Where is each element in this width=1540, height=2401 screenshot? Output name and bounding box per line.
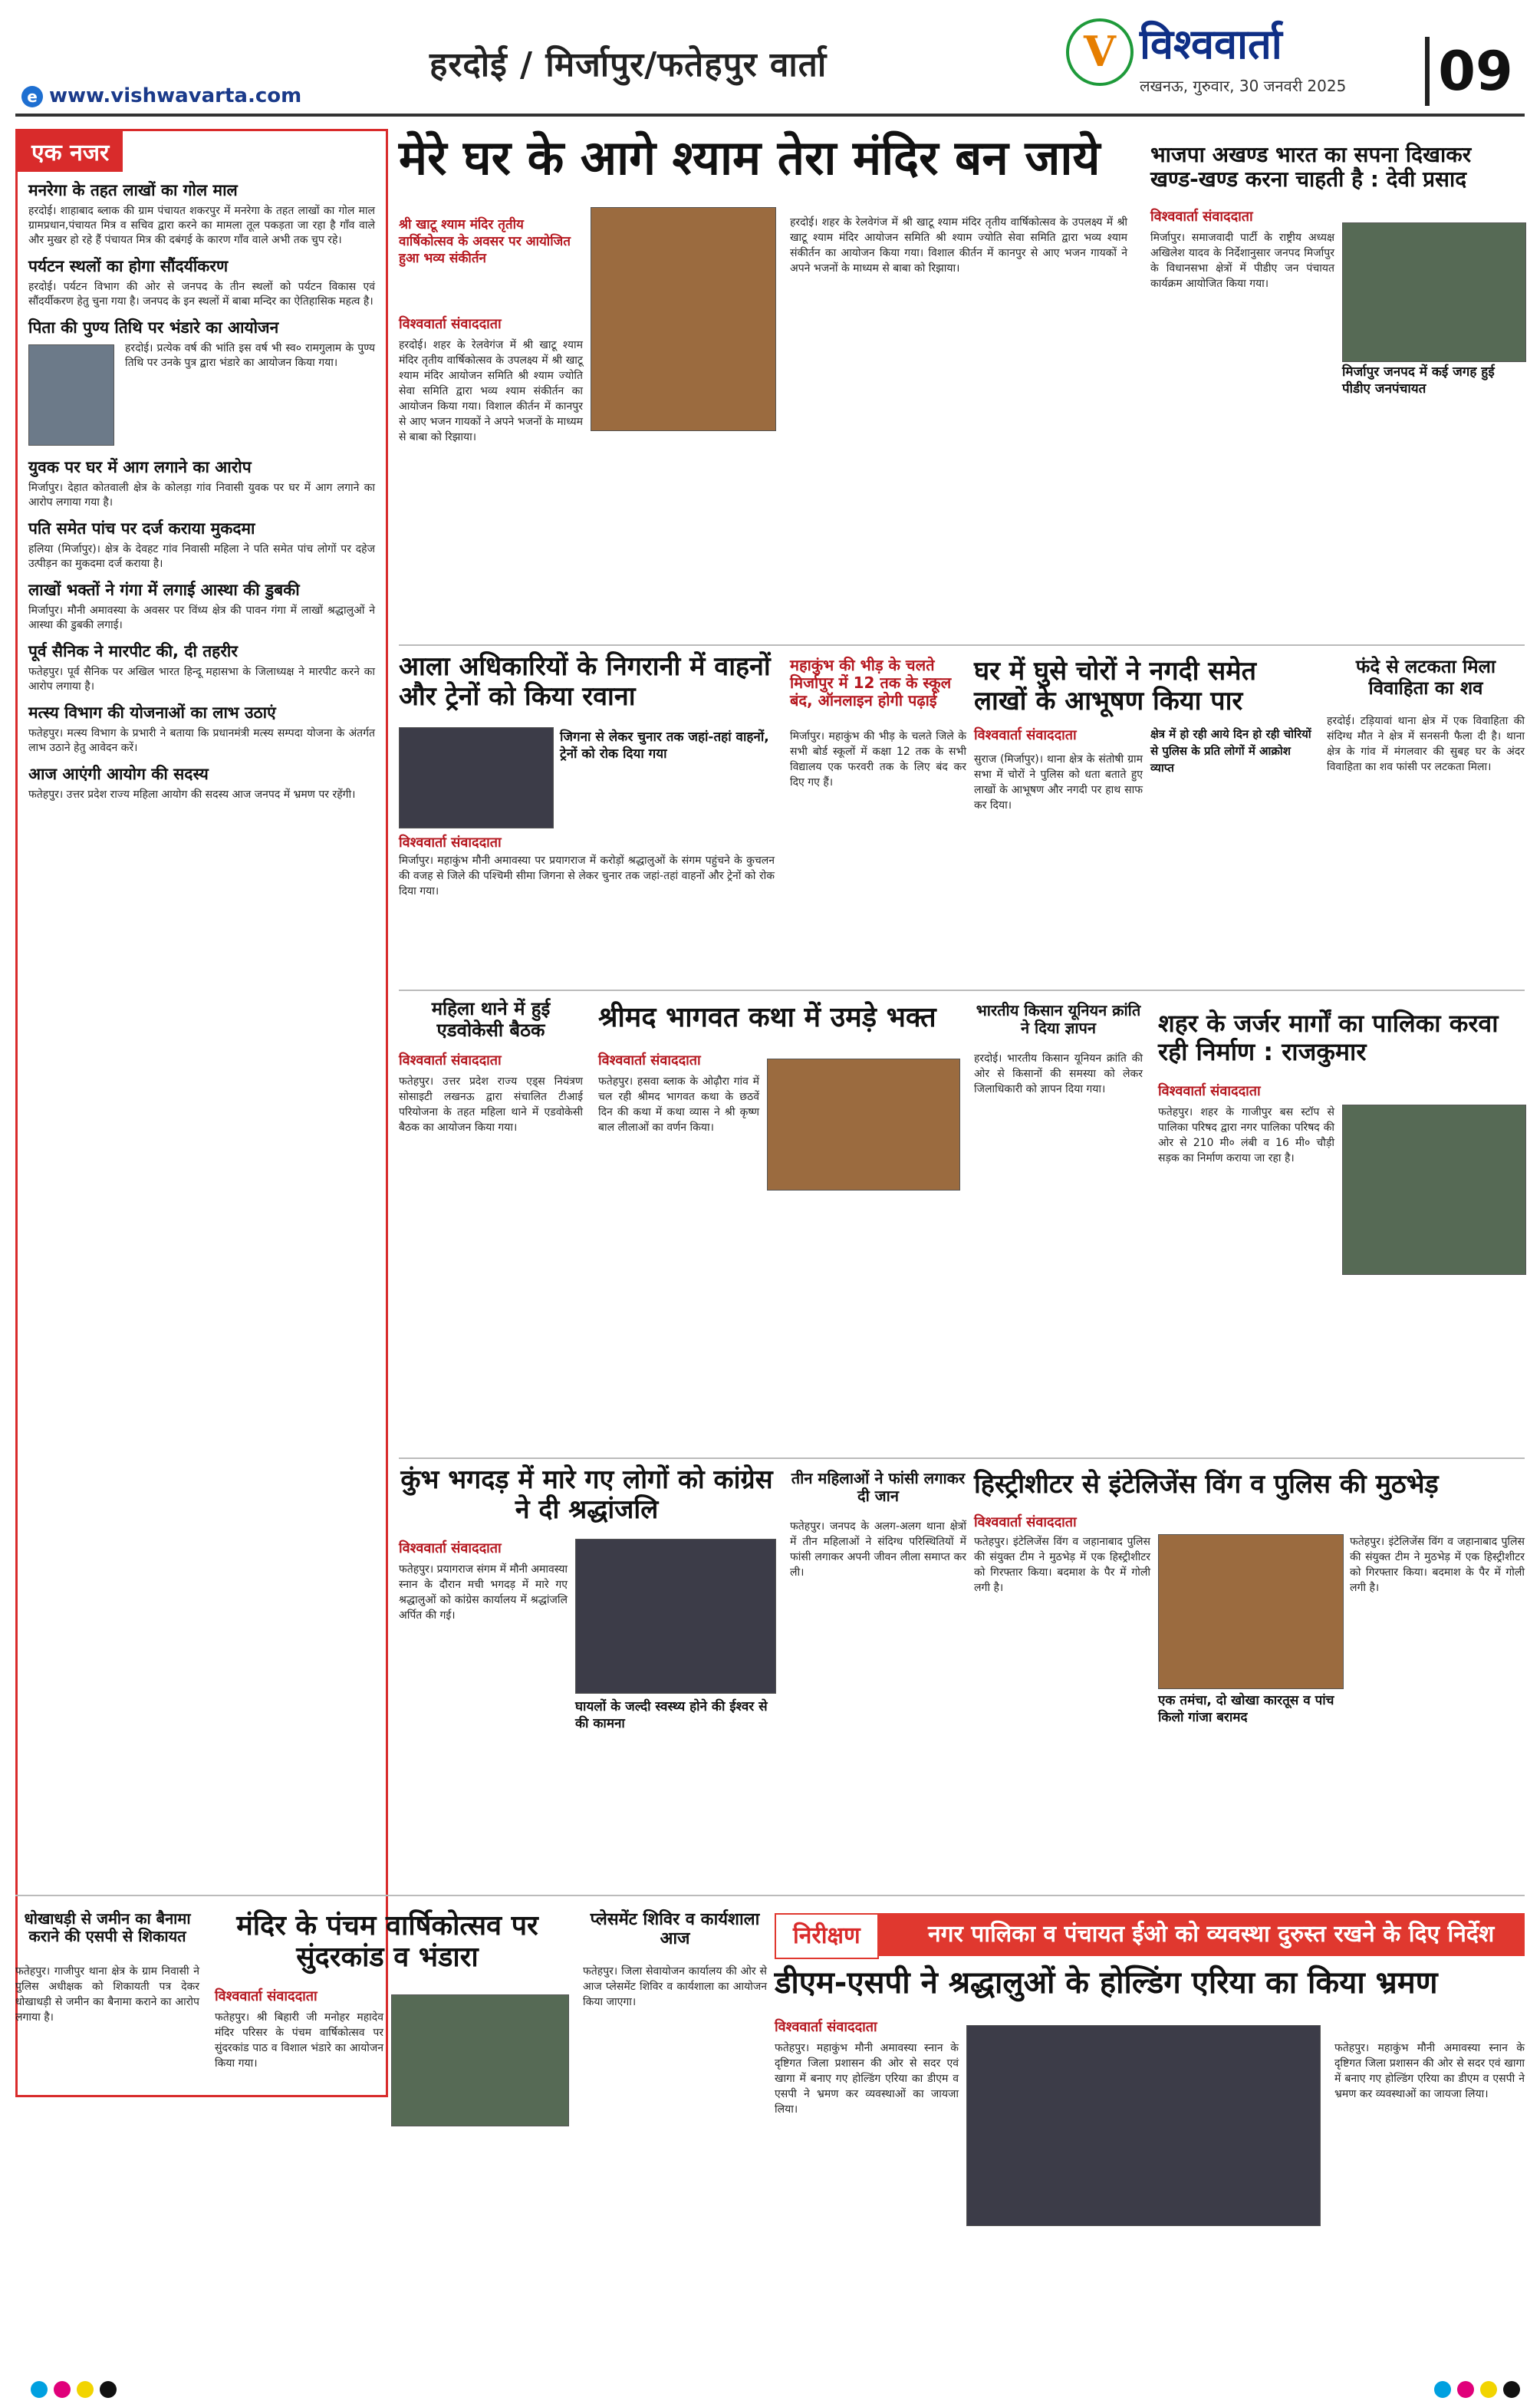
theft-bullet: क्षेत्र में हो रही आये दिन हो रही चोरियों से पुलिस के प्रति लोगों में आक्रोश व्याप्त <box>1150 727 1311 775</box>
land-body: फतेहपुर। गाजीपुर थाना क्षेत्र के ग्राम निवासी ने पुलिस अधीक्षक को शिकायती पत्र देकर धोखाधड़ी से जमीन का बैनामा कराने का आरोप लगाया है। <box>15 1965 199 2024</box>
nirikshan-body-cont: फतेहपुर। महाकुंभ मौनी अमावस्या स्नान के दृष्टिगत जिला प्रशासन की ओर से सदर एवं खागा में बनाए गए होल्डिंग एरिया का डीएम व एसपी ने भ्रमण कर व्यवस्थाओं का जायजा लिया। <box>1334 2042 1525 2100</box>
roads-byline: विश्ववार्ता संवाददाता <box>1158 1083 1261 1099</box>
congress-byline: विश्ववार्ता संवाददाता <box>399 1540 502 1556</box>
women-police-headline: महिला थाने में हुई एडवोकेसी बैठक <box>431 998 551 1041</box>
bhagwat-byline: विश्ववार्ता संवाददाता <box>598 1052 701 1069</box>
encounter-byline: विश्ववार्ता संवाददाता <box>974 1514 1077 1530</box>
placement-body: फतेहपुर। जिला सेवायोजन कार्यालय की ओर से आज प्लेसमेंट शिविर व कार्यशाला का आयोजन किया जाएगा। <box>583 1965 767 2008</box>
temple-byline: विश्ववार्ता संवाददाता <box>215 1988 318 2004</box>
brief-text: हरदोई। पर्यटन विभाग की ओर से जनपद के तीन स्थलों को पर्यटन विकास एवं सौंदर्यीकरण हेतु चुना गया है। जनपद के इन स्थलों में बाबा मन्दिर का ऐतिहासिक महत्व है। <box>28 281 375 308</box>
nirikshan-strip <box>775 1913 1525 1956</box>
brief-title: आज आएंगी आयोग की सदस्य <box>28 765 209 783</box>
bjp-caption: मिर्जापुर जनपद में कई जगह हुई पीडीए जनपंचायत <box>1342 364 1495 397</box>
congress-body: फतेहपुर। प्रयागराज संगम में मौनी अमावस्या स्नान के दौरान मची भगदड़ में मारे गए श्रद्धालुओं को कांग्रेस कार्यालय में श्रद्धांजलि अर्पित की गई। <box>399 1563 568 1622</box>
hanging-body: फतेहपुर। जनपद के अलग-अलग थाना क्षेत्रों में तीन महिलाओं ने संदिग्ध परिस्थितियों में फांसी लगाकर अपनी जीवन लीला समाप्त कर ली। <box>790 1520 966 1579</box>
brief-text: फतेहपुर। उत्तर प्रदेश राज्य महिला आयोग की सदस्य आज जनपद में भ्रमण पर रहेंगी। <box>28 789 356 801</box>
row-divider <box>399 990 1525 991</box>
main-body: हरदोई। शहर के रेलवेगंज में श्री खाटू श्याम मंदिर तृतीय वार्षिकोत्सव के उपलक्ष्य में श्री खाटू श्याम मंदिर आयोजन समिति श्री श्याम ज्योति सेवा समिति द्वारा भव्य श्याम संकीर्तन का आयोजन किया गया। विशाल कीर्तन में कानपुर से आए भजन गायकों ने अपने भजनों के माध्यम से बाबा को रिझाया। <box>399 339 583 443</box>
theft-headline: घर में घुसे चोरों ने नगदी समेत लाखों के आभूषण किया पार <box>974 656 1256 717</box>
brand-name: विश्ववार्ता <box>1140 20 1282 68</box>
brief-text: हरदोई। शाहाबाद ब्लाक की ग्राम पंचायत शकरपुर में मनरेगा के तहत लाखों का गोल माल ग्रामप्रधान,पंचायत मित्र व सचिव द्वारा करने का मामला तूल पकड़ता जा रहा है गाँव वाले और मुखर हो रहे हैं पंचायत मित्र की दबंगई के कारण गाँव वाले अभी तक चुप रहे। <box>28 205 375 246</box>
nirikshan-label: निरीक्षण <box>775 1913 879 1959</box>
date-line: लखनऊ, गुरुवार, 30 जनवरी 2025 <box>1140 77 1347 95</box>
browser-icon: e <box>21 86 43 107</box>
magenta-mark-icon <box>54 2381 71 2398</box>
vehicles-caption: जिगना से लेकर चुनार तक जहां-तहां वाहनों, ट्रेनों को रोक दिया गया <box>560 730 769 762</box>
brief-item <box>18 518 386 571</box>
encounter-body-cont: फतेहपुर। इंटेलिजेंस विंग व जहानाबाद पुलिस की संयुक्त टीम ने मुठभेड़ में एक हिस्ट्रीशीटर को गिरफ्तार किया। बदमाश के पैर में गोली लगी है। <box>1350 1536 1525 1594</box>
katha-photo <box>767 1059 960 1191</box>
row-divider <box>15 1895 1525 1896</box>
black-mark-icon <box>100 2381 117 2398</box>
jan-panchayat-photo <box>1342 222 1526 362</box>
land-headline: धोखाधड़ी से जमीन का बैनामा कराने की एसपी से शिकायत <box>24 1909 191 1945</box>
black-mark-icon <box>1503 2381 1520 2398</box>
kisan-headline: भारतीय किसान यूनियन क्रांति ने दिया ज्ञापन <box>976 1001 1141 1037</box>
tribute-photo <box>575 1539 776 1694</box>
bhagwat-body: फतेहपुर। हसवा ब्लाक के ओढ़ौरा गांव में चल रही श्रीमद भागवत कथा के छठवें दिन की कथा में कथा व्यास ने श्री कृष्ण बाल लीलाओं का वर्णन किया। <box>598 1075 759 1134</box>
logo-mark-icon: V <box>1066 18 1134 86</box>
brief-item <box>18 579 386 633</box>
nirikshan-byline: विश्ववार्ता संवाददाता <box>775 2019 877 2035</box>
ek-nazar-label: एक नजर <box>18 131 123 172</box>
sundarkand-photo <box>391 1994 569 2126</box>
bjp-headline: भाजपा अखण्ड भारत का सपना दिखाकर खण्ड-खण्ड करना चाहती है : देवी प्रसाद <box>1150 142 1472 193</box>
congress-headline: कुंभ भगदड़ में मारे गए लोगों को कांग्रेस ने दी श्रद्धांजलि <box>400 1464 773 1526</box>
page-number: 09 <box>1425 37 1522 106</box>
cyan-mark-icon <box>1434 2381 1451 2398</box>
yellow-mark-icon <box>77 2381 94 2398</box>
section-title: हरदोई / मिर्जापुर/फतेहपुर वार्ता <box>429 45 828 84</box>
brief-item <box>18 763 386 802</box>
magenta-mark-icon <box>1457 2381 1474 2398</box>
header-rule <box>15 114 1525 117</box>
theft-body: सुराज (मिर्जापुर)। थाना क्षेत्र के संतोषी ग्राम सभा में चोरों ने पुलिस को धता बताते हुए लाखों के आभूषण और नगदी पर हाथ साफ कर दिया। <box>974 753 1143 812</box>
schools-body: मिर्जापुर। महाकुंभ की भीड़ के चलते जिले के सभी बोर्ड स्कूलों में कक्षा 12 तक के सभी विद्यालय एक फरवरी तक के लिए बंद कर दिए गए हैं। <box>790 730 966 789</box>
temple-body: फतेहपुर। श्री बिहारी जी मनोहर महादेव मंदिर परिसर के पंचम वार्षिकोत्सव पर सुंदरकांड पाठ व विशाल भंडारे का आयोजन किया गया। <box>215 2011 383 2070</box>
bjp-byline: विश्ववार्ता संवाददाता <box>1150 209 1253 225</box>
nirikshan-body: फतेहपुर। महाकुंभ मौनी अमावस्या स्नान के दृष्टिगत जिला प्रशासन की ओर से सदर एवं खागा में बनाए गए होल्डिंग एरिया का डीएम व एसपी ने भ्रमण कर व्यवस्थाओं का जायजा लिया। <box>775 2042 959 2116</box>
brief-text: फतेहपुर। मत्स्य विभाग के प्रभारी ने बताया कि प्रधानमंत्री मत्स्य सम्पदा योजना के अंतर्गत लाभ उठाने हेतु आवेदन करें। <box>28 727 375 754</box>
road-inspection-photo <box>1342 1105 1526 1275</box>
nirikshan-strap: नगर पालिका व पंचायत ईओ को व्यवस्था दुरुस्त रखने के दिए निर्देश <box>928 1921 1495 1948</box>
kirtan-photo <box>591 207 776 431</box>
brief-item <box>18 255 386 309</box>
brief-item <box>18 317 386 449</box>
vehicles-body: मिर्जापुर। महाकुंभ मौनी अमावस्या पर प्रयागराज में करोड़ों श्रद्धालुओं के संगम पहुंचने के कुचलन की वजह से जिले की पश्चिमी सीमा जिगना से लेकर चुनार तक जहां-तहां वाहनों और ट्रेनों को रोक दिया गया। <box>399 855 775 897</box>
temple-headline: मंदिर के पंचम वार्षिकोत्सव पर सुंदरकांड व भंडारा <box>236 1910 538 1974</box>
bjp-body: मिर्जापुर। समाजवादी पार्टी के राष्ट्रीय अध्यक्ष अखिलेश यादव के निर्देशानुसार जनपद मिर्जापुर के विधानसभा क्षेत्रों में पीडीए जन पंचायत कार्यक्रम आयोजित किया गया। <box>1150 232 1334 290</box>
row-divider <box>399 1457 1525 1459</box>
roads-body: फतेहपुर। शहर के गाजीपुर बस स्टॉप से पालिका परिषद द्वारा नगर पालिका परिषद की ओर से 210 मी० लंबी व 16 मी० चौड़ी सड़क का निर्माण कराया जा रहा है। <box>1158 1106 1334 1164</box>
brief-item <box>18 641 386 694</box>
vehicles-headline: आला अधिकारियों के निगरानी में वाहनों और ट्रेनों को किया रवाना <box>399 651 771 713</box>
nirikshan-headline: डीएम-एसपी ने श्रद्धालुओं के होल्डिंग एरिया का किया भ्रमण <box>775 1965 1438 2001</box>
website-url: www.vishwavarta.com <box>49 84 302 107</box>
brief-title: पति समेत पांच पर दर्ज कराया मुकदमा <box>28 519 255 538</box>
cyan-mark-icon <box>31 2381 48 2398</box>
brief-item <box>18 179 386 248</box>
suicide-body: हरदोई। टड़ियावां थाना क्षेत्र में एक विवाहिता की संदिग्ध मौत ने क्षेत्र में सनसनी फैला दी है। थाना क्षेत्र के गांव में मंगलवार की सुबह घर के अंदर विवाहिता का शव फांसी पर लटकता मिला। <box>1327 715 1525 773</box>
website-link[interactable] <box>21 84 301 107</box>
brief-text: हरदोई। प्रत्येक वर्ष की भांति इस वर्ष भी स्व० रामगुलाम के पुण्य तिथि पर उनके पुत्र द्वारा भंडारे का आयोजन किया गया। <box>125 342 375 369</box>
brief-item <box>18 702 386 756</box>
congress-caption: घायलों के जल्दी स्वस्थ्य होने की ईश्वर से की कामना <box>575 1699 768 1731</box>
brief-title: मत्स्य विभाग की योजनाओं का लाभ उठाएं <box>28 703 276 722</box>
brief-title: लाखों भक्तों ने गंगा में लगाई आस्था की डुबकी <box>28 581 300 599</box>
brief-text: मिर्जापुर। मौनी अमावस्या के अवसर पर विंध्य क्षेत्र की पावन गंगा में लाखों श्रद्धालुओं ने आस्था की डुबकी लगाई। <box>28 604 375 631</box>
brief-text: मिर्जापुर। देहात कोतवाली क्षेत्र के कोलड़ा गांव निवासी युवक पर घर में आग लगाने का आरोप लगाया गया है। <box>28 482 375 509</box>
portrait-photo <box>28 344 114 446</box>
ek-nazar-box <box>15 129 388 2097</box>
main-kicker: श्री खाटू श्याम मंदिर तृतीय वार्षिकोत्सव के अवसर पर आयोजित हुआ भव्य संकीर्तन <box>399 217 571 266</box>
brief-title: पूर्व सैनिक ने मारपीट की, दी तहरीर <box>28 642 238 660</box>
brief-title: पिता की पुण्य तिथि पर भंडारे का आयोजन <box>28 318 279 337</box>
encounter-caption: एक तमंचा, दो खोखा कारतूस व पांच किलो गांजा बरामद <box>1158 1693 1334 1725</box>
main-headline: मेरे घर के आगे श्याम तेरा मंदिर बन जाये <box>399 130 1101 186</box>
suicide-headline: फंदे से लटकता मिला विवाहिता का शव <box>1355 656 1496 699</box>
print-registration-marks <box>0 2378 1540 2401</box>
schools-headline: महाकुंभ की भीड़ के चलते मिर्जापुर में 12 तक के स्कूल बंद, ऑनलाइन होगी पढ़ाई <box>790 656 952 710</box>
dm-sp-inspection-photo <box>966 2025 1321 2226</box>
encounter-headline: हिस्ट्रीशीटर से इंटेलिजेंस विंग व पुलिस की मुठभेड़ <box>974 1469 1439 1500</box>
main-byline: विश्ववार्ता संवाददाता <box>399 316 502 332</box>
arrest-photo <box>1158 1534 1344 1689</box>
placement-headline: प्लेसमेंट शिविर व कार्यशाला आज <box>590 1910 760 1949</box>
women-police-byline: विश्ववार्ता संवाददाता <box>399 1052 502 1069</box>
brand-logo <box>1066 14 1388 106</box>
vehicles-byline: विश्ववार्ता संवाददाता <box>399 835 502 851</box>
roads-headline: शहर के जर्जर मार्गों का पालिका करवा रही निर्माण : राजकुमार <box>1158 1009 1499 1066</box>
yellow-mark-icon <box>1480 2381 1497 2398</box>
theft-byline: विश्ववार्ता संवाददाता <box>974 727 1077 743</box>
brief-text: फतेहपुर। पूर्व सैनिक पर अखिल भारत हिन्दू महासभा के जिलाध्यक्ष ने मारपीट करने का आरोप लगाया है। <box>28 666 375 693</box>
brief-title: मनरेगा के तहत लाखों का गोल माल <box>28 181 238 199</box>
trains-photo <box>399 727 554 828</box>
kisan-body: हरदोई। भारतीय किसान यूनियन क्रांति की ओर से किसानों की समस्या को लेकर जिलाधिकारी को ज्ञापन दिया गया। <box>974 1052 1143 1095</box>
hanging-headline: तीन महिलाओं ने फांसी लगाकर दी जान <box>791 1469 966 1505</box>
row-divider <box>399 644 1525 646</box>
bhagwat-headline: श्रीमद भागवत कथा में उमड़े भक्त <box>598 1002 936 1033</box>
brief-title: पर्यटन स्थलों का होगा सौंदर्यीकरण <box>28 257 229 275</box>
brief-text: हलिया (मिर्जापुर)। क्षेत्र के देवहट गांव निवासी महिला ने पति समेत पांच लोगों पर दहेज उत्पीड़न का मुकदमा दर्ज कराया है। <box>28 543 375 570</box>
brief-title: युवक पर घर में आग लगाने का आरोप <box>28 458 252 476</box>
encounter-body: फतेहपुर। इंटेलिजेंस विंग व जहानाबाद पुलिस की संयुक्त टीम ने मुठभेड़ में एक हिस्ट्रीशीटर को गिरफ्तार किया। बदमाश के पैर में गोली लगी है। <box>974 1536 1150 1594</box>
brief-item <box>18 456 386 510</box>
main-body-cont: हरदोई। शहर के रेलवेगंज में श्री खाटू श्याम मंदिर तृतीय वार्षिकोत्सव के उपलक्ष्य में श्री खाटू श्याम मंदिर आयोजन समिति श्री श्याम ज्योति सेवा समिति द्वारा भव्य श्याम संकीर्तन का आयोजन किया गया। विशाल कीर्तन में कानपुर से आए भजन गायकों ने अपने भजनों के माध्यम से बाबा को रिझाया। <box>790 216 1127 275</box>
women-police-body: फतेहपुर। उत्तर प्रदेश राज्य एड्स नियंत्रण सोसाइटी लखनऊ द्वारा संचालित टीआई परियोजना के तहत महिला थाने में एडवोकेसी बैठक का आयोजन किया गया। <box>399 1075 583 1134</box>
